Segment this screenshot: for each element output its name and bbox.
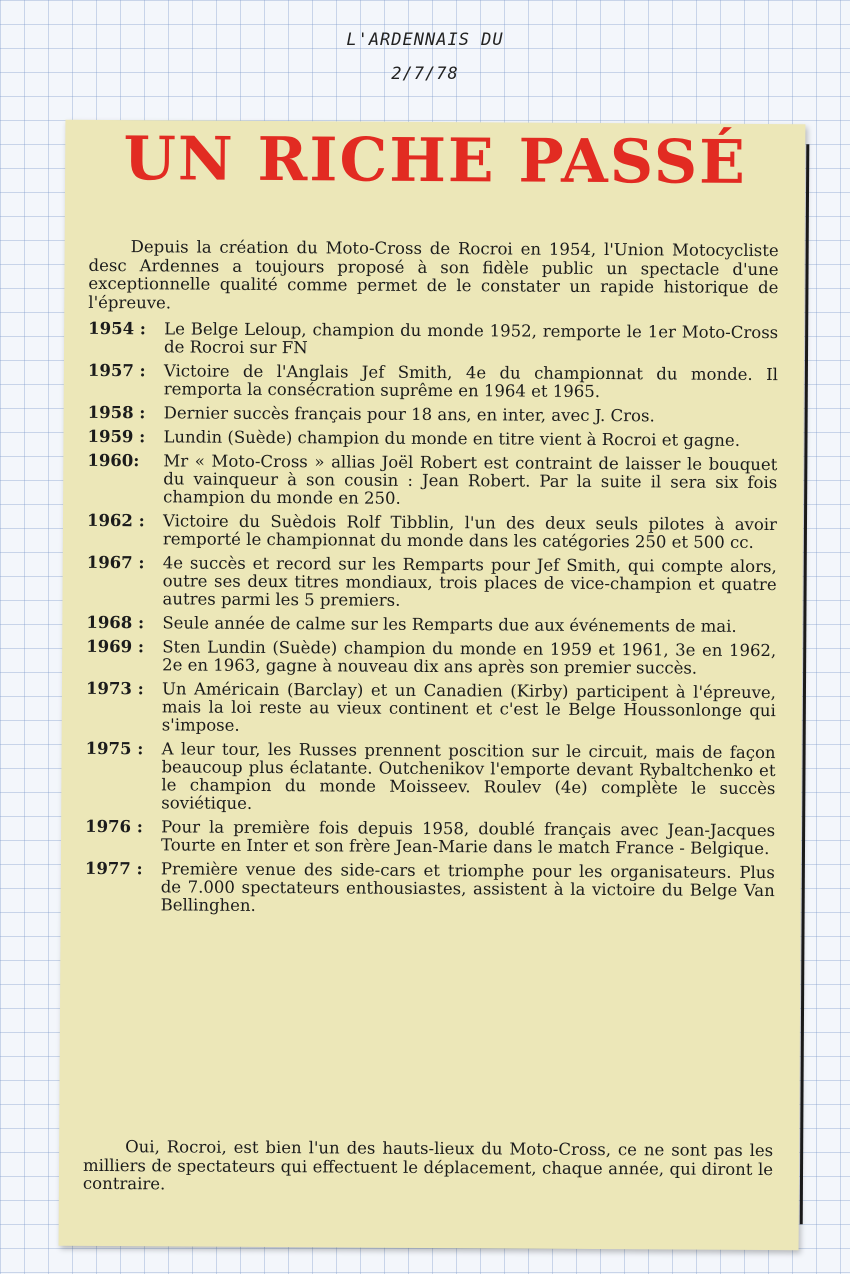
history-entry bbox=[87, 428, 777, 450]
history-entry bbox=[88, 320, 778, 360]
entry-text: Mr « Moto-Cross » allias Joël Robert est contraint de laisser le bouquet du vainqueur à son cousin : Jean Robert. Par la suite il sera six fois champion du monde en 250. bbox=[163, 451, 778, 508]
entry-year: 1976 : bbox=[85, 816, 143, 837]
handwritten-note-date: 2/7/78 bbox=[391, 64, 459, 84]
handwritten-note-source: L'ARDENNAIS DU bbox=[346, 30, 504, 50]
history-entry bbox=[87, 452, 777, 510]
entry-text: Sten Lundin (Suède) champion du monde en 1959 et 1961, 3e en 1962, 2e en 1963, gagne à nouveau dix ans après son premier succès. bbox=[162, 637, 777, 678]
entry-year: 1957 : bbox=[87, 360, 146, 381]
entry-text: Un Américain (Barclay) et un Canadien (Kirby) participent à l'épreuve, mais la loi reste au vieux continent et c'est le Belge Houssonlonge qui s'impose. bbox=[161, 679, 777, 735]
newspaper-clipping bbox=[59, 120, 806, 1250]
history-entry bbox=[85, 860, 775, 918]
history-entry bbox=[86, 614, 776, 636]
history-entry bbox=[87, 512, 777, 552]
history-entry bbox=[85, 818, 775, 858]
entry-year: 1959 : bbox=[87, 426, 146, 447]
headline: UN RICHE PASSÉ bbox=[123, 124, 748, 198]
history-entry bbox=[88, 362, 778, 402]
history-entry bbox=[85, 740, 775, 816]
history-entry bbox=[86, 680, 776, 738]
entry-year: 1958 : bbox=[87, 402, 146, 423]
entry-text: Victoire de l'Anglais Jef Smith, 4e du championnat du monde. Il remporta la consécration suprême en 1964 et 1965. bbox=[163, 361, 778, 402]
entry-year: 1969 : bbox=[86, 636, 145, 657]
history-entry bbox=[86, 554, 776, 612]
history-entries bbox=[85, 320, 779, 924]
entry-text: Dernier succès français pour 18 ans, en inter, avec J. Cros. bbox=[163, 403, 655, 426]
history-entry bbox=[88, 404, 778, 426]
entry-year: 1960: bbox=[87, 450, 140, 471]
history-entry bbox=[86, 638, 776, 678]
entry-text: A leur tour, les Russes prennent poscition sur le circuit, mais de façon beaucoup plus éclatante. Outchenikov l'emporte devant Rybaltchenko et le champion du monde Moisseev. Roulev (4e) complète le succès soviétique. bbox=[161, 739, 776, 813]
entry-year: 1973 : bbox=[85, 678, 144, 699]
entry-year: 1967 : bbox=[86, 552, 145, 573]
entry-year: 1954 : bbox=[88, 318, 146, 339]
intro-paragraph: Depuis la création du Moto-Cross de Rocroi en 1954, l'Union Motocycliste desc Ardennes a toujours proposé à son fidèle public un spectacle d'une exceptionnelle qualité comme permet de le constater un rapide historique de l'épreuve. bbox=[88, 237, 779, 312]
entry-text: Le Belge Leloup, champion du monde 1952, remporte le 1er Moto-Cross de Rocroi sur FN bbox=[164, 319, 779, 358]
entry-year: 1968 : bbox=[86, 612, 145, 633]
entry-year: 1975 : bbox=[85, 738, 144, 759]
entry-year: 1962 : bbox=[86, 510, 145, 531]
entry-text: Lundin (Suède) champion du monde en titre vient à Rocroi et gagne. bbox=[163, 427, 741, 450]
entry-text: Victoire du Suèdois Rolf Tibblin, l'un des deux seuls pilotes à avoir remporté le championnat du monde dans les catégories 250 et 500 cc. bbox=[162, 511, 778, 552]
entry-year: 1977 : bbox=[84, 858, 143, 879]
entry-text: 4e succès et record sur les Remparts pour Jef Smith, qui compte alors, outre ses deux titres mondiaux, trois places de vice-champion et quatre autres parmi les 5 premiers. bbox=[162, 553, 777, 610]
entry-text: Seule année de calme sur les Remparts due aux événements de mai. bbox=[162, 613, 737, 636]
entry-text: Première venue des side-cars et triomphe pour les organisateurs. Plus de 7.000 spectateurs enthousiastes, assistent à la victoire du Belge Van Bellinghen. bbox=[160, 859, 775, 915]
entry-text: Pour la première fois depuis 1958, doublé français avec Jean-Jacques Tourte en Inter et son frère Jean-Marie dans le match France - Belgique. bbox=[160, 817, 776, 859]
conclusion-paragraph: Oui, Rocroi, est bien l'un des hauts-lieux du Moto-Cross, ce ne sont pas les milliers de spectateurs qui effectuent le déplacement, chaque année, qui diront le contraire. bbox=[82, 1137, 774, 1194]
